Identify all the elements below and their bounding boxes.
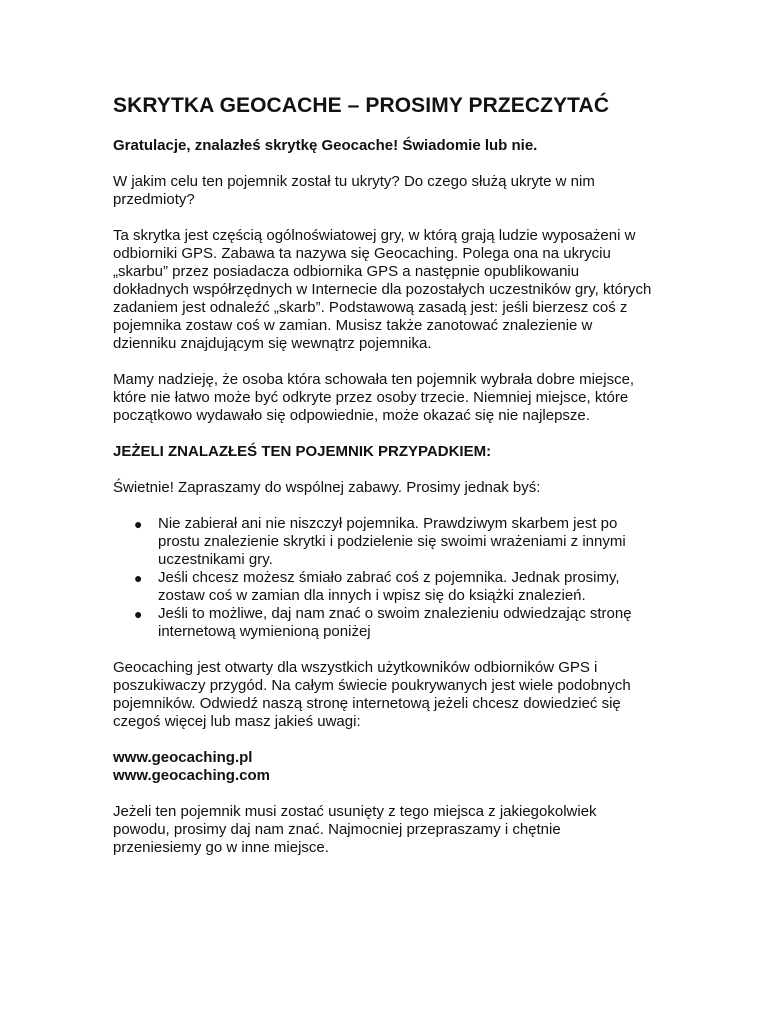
link-geocaching-pl[interactable]: www.geocaching.pl (113, 749, 253, 766)
paragraph-game-description: Ta skrytka jest częścią ogólnoświatowej gry, w którą grają ludzie wyposażeni w odbiorniki GPS. Zabawa ta nazywa się Geocaching. Polega ona na ukryciu „skarbu” przez posiadacza odbiornika GPS a następnie opublikowaniu dokładnych współrzędnych w Internecie dla pozostałych uczestników gry, których zadaniem jest odnaleźć „skarb”. Podstawową zasadą jest: jeśli bierzesz coś z pojemnika zostaw coś w zamian. Musisz także zanotować znalezienie w dzienniku znajdującym się wewnątrz pojemnika. (113, 227, 652, 352)
website-links (113, 749, 653, 785)
section-heading: JEŻELI ZNALAZŁEŚ TEN POJEMNIK PRZYPADKIEM: (113, 443, 492, 460)
paragraph-removal: Jeżeli ten pojemnik musi zostać usunięty z tego miejsca z jakiegokolwiek powodu, prosimy daj nam znać. Najmocniej przepraszamy i chętnie przeniesiemy go w inne miejsce. (113, 803, 597, 856)
paragraph-open-to-all: Geocaching jest otwarty dla wszystkich użytkowników odbiorników GPS i poszukiwaczy przygód. Na całym świecie poukrywanych jest wiele podobnych pojemników. Odwiedź naszą stronę internetową jeżeli chcesz dowiedzieć się czegoś więcej lub masz jakieś uwagi: (113, 659, 631, 730)
list-item-text: Jeśli to możliwe, daj nam znać o swoim znalezieniu odwiedzając stronę internetową wymienioną poniżej (158, 605, 632, 640)
paragraph-purpose: W jakim celu ten pojemnik został tu ukryty? Do czego służą ukryte w nim przedmioty? (113, 173, 595, 208)
document-title: SKRYTKA GEOCACHE – PROSIMY PRZECZYTAĆ (113, 94, 610, 117)
bullet-icon: ● (134, 516, 143, 532)
list-item-text: Nie zabierał ani nie niszczył pojemnika. Prawdziwym skarbem jest po prostu znalezienie skrytki i podzielenie się swoimi wrażeniami z innymi uczestnikami gry. (158, 515, 626, 568)
list-item-text: Jeśli chcesz możesz śmiało zabrać coś z pojemnika. Jednak prosimy, zostaw coś w zamian dla innych i wpisz się do książki znalezień. (158, 569, 620, 604)
bullet-icon: ● (134, 606, 143, 622)
list-item (134, 605, 653, 641)
document-page (113, 93, 653, 875)
intro-paragraph: Gratulacje, znalazłeś skrytkę Geocache! Świadomie lub nie. (113, 137, 538, 154)
rules-list (113, 515, 653, 641)
paragraph-hope: Mamy nadzieję, że osoba która schowała ten pojemnik wybrała dobre miejsce, które nie łatwo może być odkryte przez osoby trzecie. Niemniej miejsce, które początkowo wydawało się odpowiednie, może okazać się nie najlepsze. (113, 371, 635, 424)
list-item (134, 569, 653, 605)
bullet-icon: ● (134, 570, 143, 586)
paragraph-invite: Świetnie! Zapraszamy do wspólnej zabawy. Prosimy jednak byś: (113, 479, 541, 496)
link-geocaching-com[interactable]: www.geocaching.com (113, 767, 270, 784)
list-item (134, 515, 653, 569)
